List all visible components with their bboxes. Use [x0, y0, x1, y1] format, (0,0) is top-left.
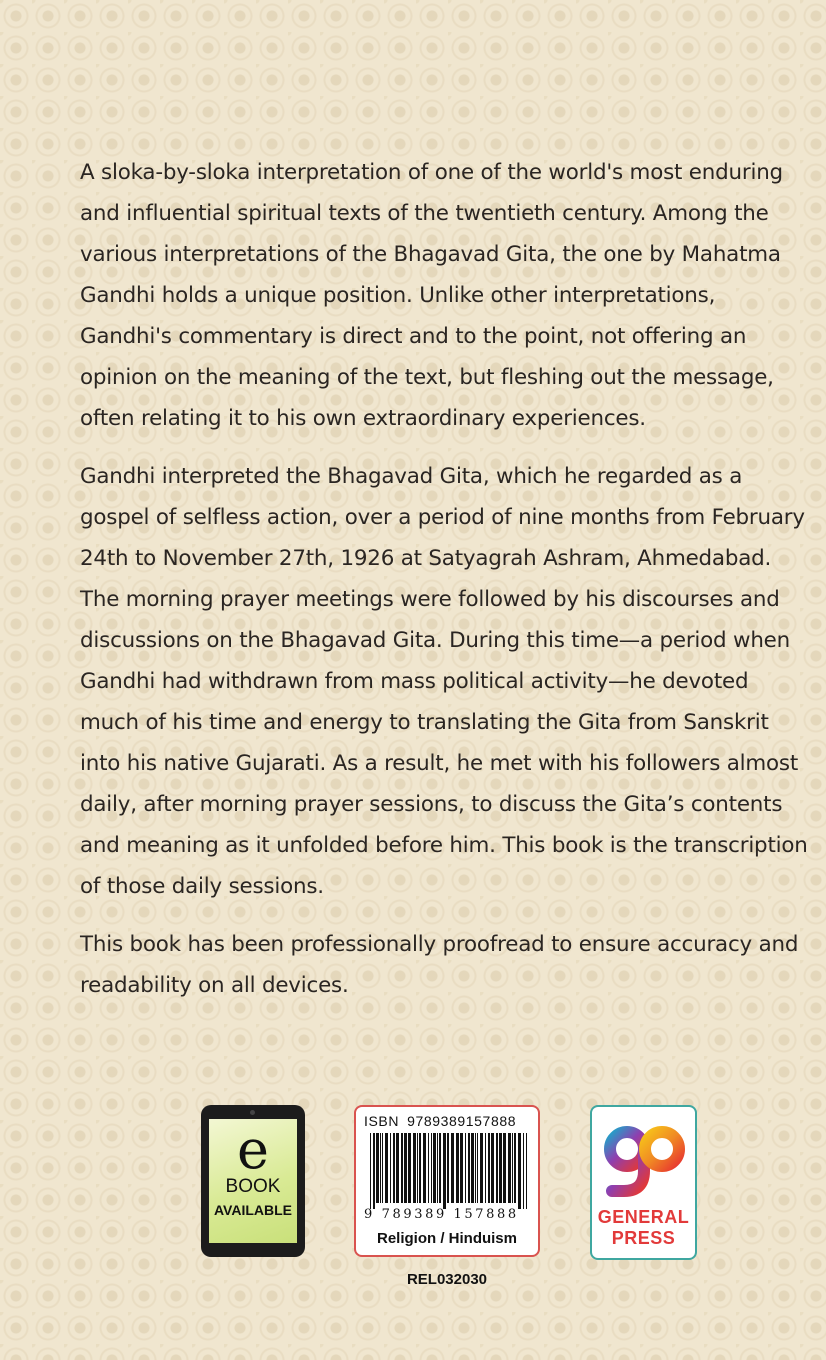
barcode-bar: [417, 1133, 418, 1203]
barcode-bar: [460, 1133, 463, 1203]
barcode-bar: [370, 1133, 371, 1209]
barcode-bar: [477, 1133, 478, 1203]
blurb-paragraph-2: Gandhi interpreted the Bhagavad Gita, which he regarded as a gospel of selfless action, over a period of nine months from February 24th to November 27th, 1926 at Satyagrah Ashram, Ahmedabad. The morning prayer meetings were followed by his discourses and discussions on the Bhagavad Gita. During this time—a period when Gandhi had withdrawn from mass political activity—he devoted much of his time and energy to translating the Gita from Sanskrit into his native Gujarati. As a result, he met with his followers almost daily, after morning prayer sessions, to discuss the Gita’s contents and meaning as it unfolded before him. This book is the transcription of those daily sessions.: [80, 464, 808, 899]
barcode-bar: [496, 1133, 498, 1203]
bisac-code: REL032030: [406, 1271, 488, 1288]
publisher-logo-box: [590, 1105, 697, 1260]
barcode-bar: [393, 1133, 395, 1203]
barcode-bar: [443, 1133, 446, 1209]
barcode-bar: [468, 1133, 470, 1203]
barcode-bar: [408, 1133, 411, 1203]
barcode-bar: [439, 1133, 441, 1203]
barcode-bar: [390, 1133, 391, 1203]
ebook-book-label: BOOK: [225, 1176, 281, 1197]
publisher-name-line1: GENERAL: [597, 1207, 690, 1227]
book-category: Religion / Hinduism: [376, 1230, 517, 1247]
barcode-bar: [373, 1133, 375, 1209]
blurb-paragraph-3: This book has been professionally proofread to ensure accuracy and readability on all devices.: [80, 932, 799, 998]
back-cover-blurb: [80, 152, 812, 1023]
barcode-bar: [396, 1133, 399, 1203]
isbn-barcode-box: [354, 1105, 540, 1257]
barcode-bar: [512, 1133, 513, 1203]
barcode-bar: [485, 1133, 486, 1203]
publisher-name-line2: PRESS: [611, 1228, 676, 1248]
ebook-e-letter: e: [237, 1118, 269, 1181]
barcode-digits: 9 789389 157888: [364, 1207, 519, 1222]
barcode-bar: [431, 1133, 432, 1203]
barcode-bar: [385, 1133, 388, 1203]
barcode-bar: [471, 1133, 474, 1203]
isbn-label: ISBN: [364, 1113, 400, 1129]
gp-logo-icon: [600, 1119, 688, 1201]
publisher-name: [592, 1207, 695, 1249]
barcode-bar: [413, 1133, 416, 1203]
barcode-bar: [526, 1133, 527, 1209]
barcode-icon: [370, 1133, 528, 1209]
barcode-bar: [523, 1133, 524, 1209]
barcode-bar: [447, 1133, 449, 1203]
barcode-bar: [465, 1133, 466, 1203]
blurb-paragraph-1: A sloka-by-sloka interpretation of one of the world's most enduring and influential spiritual texts of the twentieth century. Among the various interpretations of the Bhagavad Gita, the one by Mahatma Gandhi holds a unique position. Unlike other interpretations, Gandhi's commentary is direct and to the point, not offering an opinion on the meaning of the text, but fleshing out the message, often relating it to his own extraordinary experiences.: [80, 160, 783, 431]
barcode-bar: [491, 1133, 494, 1203]
barcode-bar: [380, 1133, 381, 1203]
barcode-bar: [404, 1133, 407, 1203]
barcode-bar: [514, 1133, 516, 1203]
barcode-bar: [382, 1133, 383, 1203]
barcode-bar: [419, 1133, 421, 1203]
barcode-bar: [503, 1133, 506, 1203]
barcode-bar: [433, 1133, 436, 1203]
tablet-camera: [250, 1110, 255, 1115]
tablet-icon: [209, 1119, 297, 1243]
barcode-bar: [423, 1133, 426, 1203]
barcode-bar: [518, 1133, 521, 1209]
barcode-bar: [480, 1133, 483, 1203]
barcode-bar: [456, 1133, 459, 1203]
barcode-bar: [508, 1133, 511, 1203]
ebook-available-badge: [201, 1105, 305, 1257]
barcode-bar: [475, 1133, 476, 1203]
barcode-bar: [437, 1133, 438, 1203]
barcode-bar: [499, 1133, 502, 1203]
barcode-bar: [428, 1133, 429, 1203]
isbn-number: 9789389157888: [407, 1113, 517, 1129]
isbn-header: [364, 1113, 516, 1129]
barcode-bar: [376, 1133, 379, 1203]
barcode-bar: [488, 1133, 490, 1203]
ebook-available-label: AVAILABLE: [213, 1202, 293, 1218]
barcode-bar: [451, 1133, 454, 1203]
barcode-bar: [401, 1133, 403, 1203]
